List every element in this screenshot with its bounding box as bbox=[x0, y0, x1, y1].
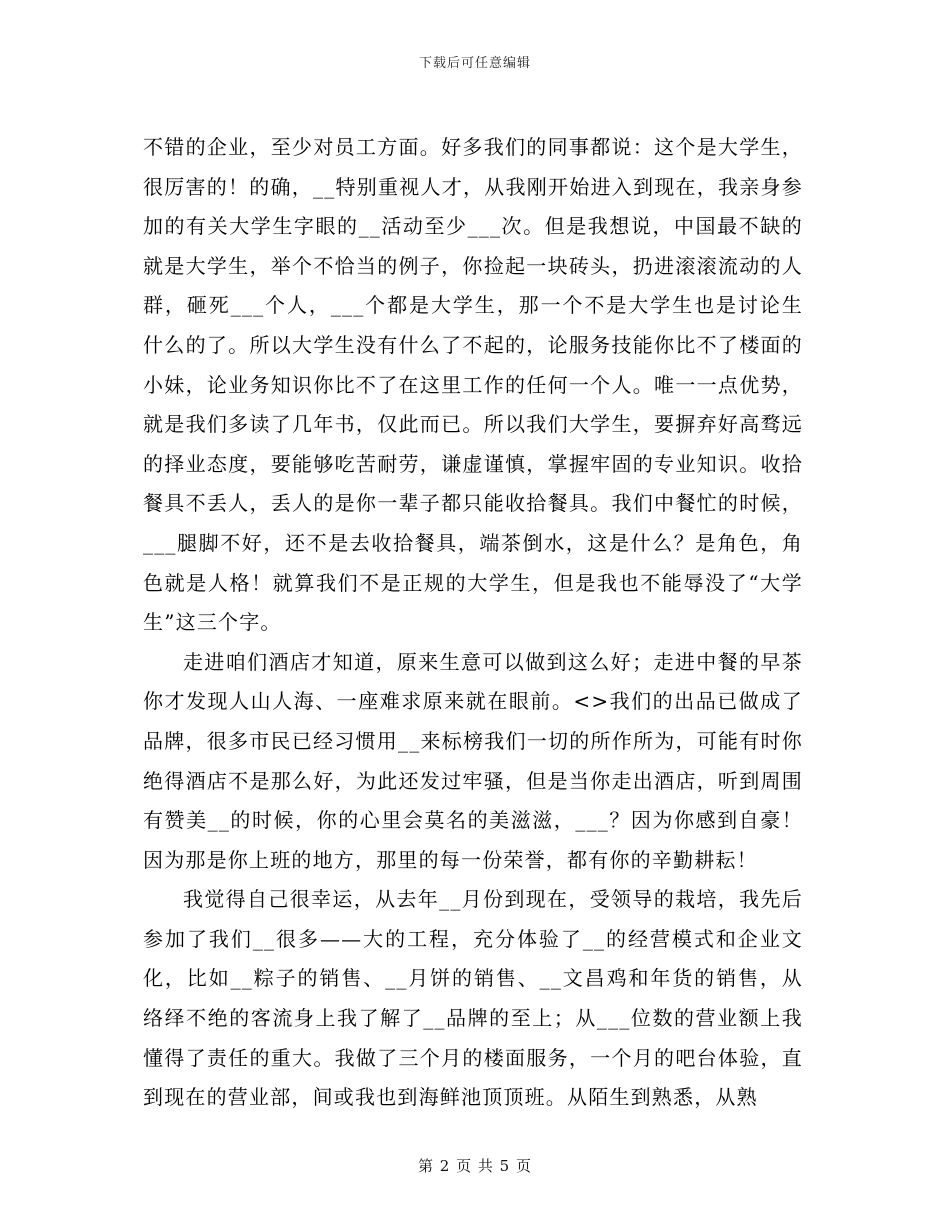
paragraph-2: 走进咱们酒店才知道，原来生意可以做到这么好；走进中餐的早茶你才发现人山人海、一座难求原来就在眼前。<>我们的出品已做成了品牌，很多市民已经习惯用__来标榜我们一切的所作所为，可能有时你绝得酒店不是那么好，为此还发过牢骚，但是当你走出酒店，听到周围有赞美__的时候，你的心里会莫名的美滋滋，___？因为你感到自豪！因为那是你上班的地方，那里的每一份荣誉，都有你的辛勤耕耘！ bbox=[143, 649, 803, 872]
paragraph-1: 不错的企业，至少对员工方面。好多我们的同事都说：这个是大学生，很厉害的！的确，__特别重视人才，从我刚开始进入到现在，我亲身参加的有关大学生字眼的__活动至少___次。但是我想说，中国最不缺的就是大学生，举个不恰当的例子，你捡起一块砖头，扔进滚滚流动的人群，砸死___个人，___个都是大学生，那一个不是大学生也是讨论生什么的了。所以大学生没有什么了不起的，论服务技能你比不了楼面的小妹，论业务知识你比不了在这里工作的任何一个人。唯一一点优势，就是我们多读了几年书，仅此而已。所以我们大学生，要摒弃好高骛远的择业态度，要能够吃苦耐劳，谦虚谨慎，掌握牢固的专业知识。收拾餐具不丢人，丢人的是你一辈子都只能收拾餐具。我们中餐忙的时候，___腿脚不好，还不是去收拾餐具，端茶倒水，这是什么？是角色，角色就是人格！就算我们不是正规的大学生，但是我也不能辱没了“大学生”这三个字。 bbox=[143, 135, 803, 635]
paragraph-3: 我觉得自己很幸运，从去年__月份到现在，受领导的栽培，我先后参加了我们__很多——大的工程，充分体验了__的经营模式和企业文化，比如__粽子的销售、__月饼的销售、__文昌鸡和年货的销售，从络绎不绝的客流身上我了解了__品牌的至上；从___位数的营业额上我懂得了责任的重大。我做了三个月的楼面服务，一个月的吧台体验，直到现在的营业部，间或我也到海鲜池顶顶班。从陌生到熟悉，从熟 bbox=[143, 887, 803, 1110]
page-number: 第 2 页 共 5 页 bbox=[418, 1157, 532, 1175]
page-header: 下载后可任意编辑 bbox=[418, 56, 531, 71]
document-body bbox=[143, 128, 803, 1118]
